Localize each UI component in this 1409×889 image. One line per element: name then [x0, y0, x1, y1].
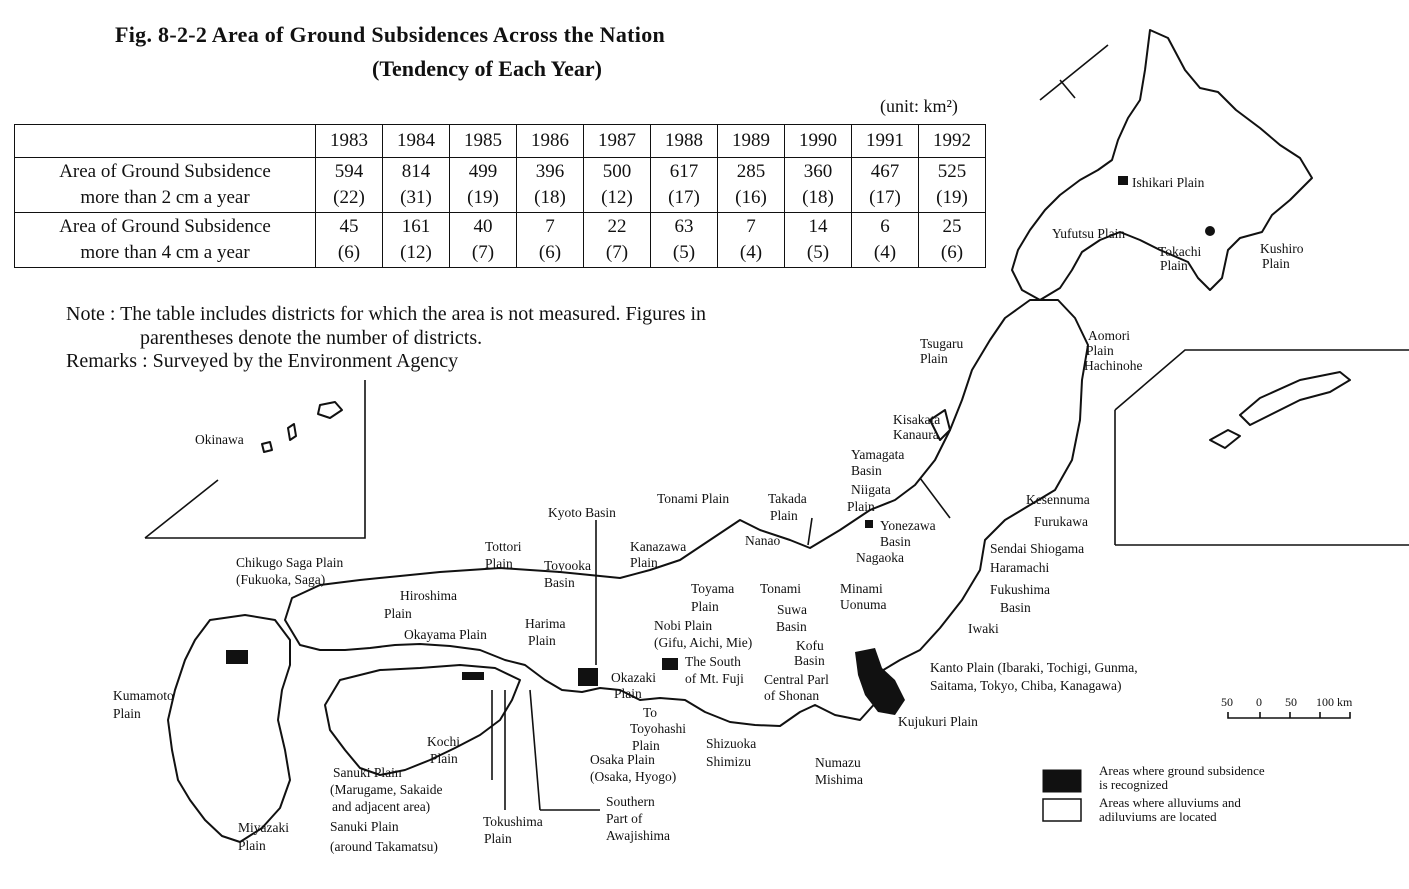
cell-value: 499 — [468, 161, 498, 182]
label-osaka: (Osaka, Hyogo) — [590, 769, 677, 784]
label-kofu: Basin — [794, 653, 825, 668]
year-header: 1984 — [383, 125, 450, 158]
label-tokachi: Tokachi — [1158, 244, 1202, 259]
subsidence-area-niigata — [865, 520, 873, 528]
cell-districts: (19) — [936, 187, 968, 208]
cell-value: 22 — [607, 216, 627, 237]
cell-districts: (7) — [605, 242, 629, 263]
label-osaka: Osaka Plain — [590, 752, 655, 767]
label-takada: Takada — [768, 491, 807, 506]
label-numazu: Mishima — [815, 772, 864, 787]
cell-value: 45 — [339, 216, 359, 237]
label-suwa: Basin — [776, 619, 807, 634]
label-yonezawa: Yonezawa — [880, 518, 936, 533]
label-awajishima: Southern — [606, 794, 655, 809]
cell-districts: (16) — [735, 187, 767, 208]
legend-label-subsidence: is recognized — [1099, 777, 1168, 792]
label-kochi: Plain — [430, 751, 458, 766]
subsidence-area-ishikari — [1118, 176, 1128, 185]
cell-districts: (5) — [672, 242, 696, 263]
cell-value: 63 — [674, 216, 694, 237]
label-nobi: Nobi Plain — [654, 618, 713, 633]
label-kofu: Kofu — [796, 638, 824, 653]
label-toyooka: Basin — [544, 575, 575, 590]
cell-value: 25 — [942, 216, 962, 237]
label-south-fuji: The South — [685, 654, 741, 669]
cell-value: 525 — [937, 161, 967, 182]
legend-label-subsidence: Areas where ground subsidence — [1099, 763, 1265, 778]
cell-districts: (5) — [806, 242, 830, 263]
label-nanao: Nanao — [745, 533, 781, 548]
label-yamagata: Basin — [851, 463, 882, 478]
label-iwaki: Iwaki — [968, 621, 999, 636]
label-ishikari: Ishikari Plain — [1132, 175, 1205, 190]
okinawa-island — [318, 402, 342, 418]
cell-value: 7 — [545, 216, 555, 237]
label-nobi: (Gifu, Aichi, Mie) — [654, 635, 753, 650]
cell-value: 467 — [870, 161, 900, 182]
label-miyazaki: Plain — [238, 838, 266, 853]
label-kumamoto: Kumamoto — [113, 688, 174, 703]
label-tottori: Plain — [485, 556, 513, 571]
north-arrow — [1060, 80, 1075, 98]
year-header: 1987 — [584, 125, 651, 158]
cell-value: 500 — [602, 161, 632, 182]
okinawa-inset-frame — [145, 480, 218, 538]
cell-districts: (18) — [534, 187, 566, 208]
label-kanazawa: Kanazawa — [630, 539, 687, 554]
subsidence-area-nobi — [662, 658, 678, 670]
label-aomori: Aomori — [1088, 328, 1130, 343]
label-sanuki: Sanuki Plain — [330, 819, 399, 834]
cell-districts: (19) — [467, 187, 499, 208]
cell-value: 14 — [808, 216, 828, 237]
cell-districts: (17) — [668, 187, 700, 208]
row-label-line: more than 4 cm a year — [80, 242, 250, 263]
inset-island — [1210, 430, 1240, 448]
subsidence-area-osaka — [578, 668, 598, 686]
row-label-line: more than 2 cm a year — [80, 187, 250, 208]
year-header: 1985 — [450, 125, 517, 158]
year-header: 1986 — [517, 125, 584, 158]
okinawa-island — [288, 424, 296, 440]
scale-label: 50 — [1285, 695, 1297, 709]
cell-districts: (22) — [333, 187, 365, 208]
label-kushiro: Kushiro — [1260, 241, 1304, 256]
year-header: 1990 — [785, 125, 852, 158]
north-arrow — [1040, 45, 1108, 100]
label-sanuki: Sanuki Plain — [333, 765, 402, 780]
label-toyohashi: Toyohashi — [630, 721, 687, 736]
label-toyohashi: Plain — [632, 738, 660, 753]
label-tokushima: Plain — [484, 831, 512, 846]
label-kesennuma: Kesennuma — [1026, 492, 1090, 507]
label-takada: Plain — [770, 508, 798, 523]
scale-bar — [1228, 712, 1350, 718]
label-kyoto: Kyoto Basin — [548, 505, 616, 520]
cell-value: 396 — [535, 161, 565, 182]
shikoku-outline — [325, 665, 520, 775]
label-hachinohe: Hachinohe — [1084, 358, 1143, 373]
label-fukushima: Basin — [1000, 600, 1031, 615]
cell-value: 617 — [669, 161, 699, 182]
label-shonan: Central Parl — [764, 672, 829, 687]
label-awajishima: Awajishima — [606, 828, 670, 843]
row-label-line: Area of Ground Subsidence — [59, 216, 271, 237]
leader-line — [530, 690, 540, 810]
figure-title: Fig. 8-2-2 Area of Ground Subsidences Across the Nation — [115, 22, 666, 47]
label-shonan: of Shonan — [764, 688, 820, 703]
scale-label: 50 — [1221, 695, 1233, 709]
label-kisakata: Kisakata — [893, 412, 941, 427]
year-header: 1991 — [852, 125, 919, 158]
label-kumamoto: Plain — [113, 706, 141, 721]
scale-label: 100 km — [1316, 695, 1353, 709]
cell-districts: (4) — [739, 242, 763, 263]
label-tonami-plain: Tonami Plain — [657, 491, 730, 506]
remarks: Remarks : Surveyed by the Environment Agency — [66, 350, 459, 372]
unit-label: (unit: km²) — [880, 96, 958, 116]
year-header: 1983 — [316, 125, 383, 158]
label-shizuoka: Shizuoka — [706, 736, 757, 751]
label-tottori: Tottori — [485, 539, 522, 554]
cell-value: 594 — [334, 161, 364, 182]
row-label-line: Area of Ground Subsidence — [59, 161, 271, 182]
label-sanuki: and adjacent area) — [332, 799, 431, 814]
year-header: 1988 — [651, 125, 718, 158]
label-harima: Plain — [528, 633, 556, 648]
label-kujukuri: Kujukuri Plain — [898, 714, 978, 729]
label-sanuki: (Marugame, Sakaide — [330, 782, 443, 797]
label-kanaura: Kanaura — [893, 427, 939, 442]
legend-label-alluvium: Areas where alluviums and — [1099, 795, 1241, 810]
label-niigata: Plain — [847, 499, 875, 514]
label-kushiro: Plain — [1262, 256, 1290, 271]
cell-value: 6 — [880, 216, 890, 237]
label-kanto: Kanto Plain (Ibaraki, Tochigi, Gunma, — [930, 660, 1138, 675]
legend-swatch-subsidence — [1043, 770, 1081, 792]
label-tsugaru: Plain — [920, 351, 948, 366]
label-tonami: Tonami — [760, 581, 802, 596]
label-harima: Harima — [525, 616, 566, 631]
label-okazaki: Okazaki — [611, 670, 656, 685]
note-line: parentheses denote the number of districts. — [140, 327, 483, 349]
cell-districts: (18) — [802, 187, 834, 208]
label-hiroshima: Hiroshima — [400, 588, 457, 603]
cell-districts: (6) — [337, 242, 361, 263]
label-tokushima: Tokushima — [483, 814, 543, 829]
label-hiroshima: Plain — [384, 606, 412, 621]
cell-districts: (4) — [873, 242, 897, 263]
label-chikugo: Chikugo Saga Plain — [236, 555, 344, 570]
cell-districts: (6) — [538, 242, 562, 263]
year-header: 1992 — [919, 125, 986, 158]
label-kochi: Kochi — [427, 734, 460, 749]
legend-swatch-alluvium — [1043, 799, 1081, 821]
label-okinawa: Okinawa — [195, 432, 244, 447]
label-suwa: Suwa — [777, 602, 807, 617]
label-yufutsu: Yufutsu Plain — [1052, 226, 1126, 241]
label-south-fuji: of Mt. Fuji — [685, 671, 744, 686]
subsidence-area-sanuki — [462, 672, 484, 680]
label-awajishima: Part of — [606, 811, 643, 826]
label-niigata: Niigata — [851, 482, 891, 497]
label-fukushima: Fukushima — [990, 582, 1051, 597]
label-chikugo: (Fukuoka, Saga) — [236, 572, 326, 587]
cell-districts: (31) — [400, 187, 432, 208]
leader-line — [808, 518, 812, 545]
label-okayama: Okayama Plain — [404, 627, 487, 642]
label-sanuki: (around Takamatsu) — [330, 839, 438, 854]
cell-value: 161 — [401, 216, 431, 237]
okinawa-island — [262, 442, 272, 452]
label-kanazawa: Plain — [630, 555, 658, 570]
note-line: Note : The table includes districts for which the area is not measured. Figures in — [66, 303, 707, 325]
label-toyohashi: To — [643, 705, 658, 720]
label-toyooka: Toyooka — [544, 558, 592, 573]
cell-districts: (7) — [471, 242, 495, 263]
label-shizuoka: Shimizu — [706, 754, 752, 769]
label-aomori: Plain — [1086, 343, 1114, 358]
figure-subtitle: (Tendency of Each Year) — [372, 56, 602, 81]
label-furukawa: Furukawa — [1034, 514, 1088, 529]
year-header: 1989 — [718, 125, 785, 158]
label-sendai: Sendai Shiogama — [990, 541, 1085, 556]
label-tsugaru: Tsugaru — [920, 336, 964, 351]
label-nagaoka: Nagaoka — [856, 550, 904, 565]
label-kanto: Saitama, Tokyo, Chiba, Kanagawa) — [930, 678, 1122, 693]
cell-districts: (12) — [400, 242, 432, 263]
cell-districts: (17) — [869, 187, 901, 208]
label-minami-uonuma: Minami — [840, 581, 883, 596]
scale-label: 0 — [1256, 695, 1262, 709]
inset-island — [1240, 372, 1350, 425]
cell-districts: (6) — [940, 242, 964, 263]
label-haramachi: Haramachi — [990, 560, 1050, 575]
label-minami-uonuma: Uonuma — [840, 597, 887, 612]
cell-districts: (12) — [601, 187, 633, 208]
cell-value: 814 — [401, 161, 431, 182]
legend-label-alluvium: adiluviums are located — [1099, 809, 1217, 824]
subsidence-area-saga — [226, 650, 248, 664]
label-tokachi: Plain — [1160, 258, 1188, 273]
label-toyama: Plain — [691, 599, 719, 614]
cell-value: 360 — [803, 161, 833, 182]
cell-value: 285 — [736, 161, 766, 182]
subsidence-area-tokachi — [1205, 226, 1215, 236]
label-miyazaki: Miyazaki — [238, 820, 289, 835]
cell-value: 40 — [473, 216, 493, 237]
kyushu-outline — [168, 615, 290, 842]
label-numazu: Numazu — [815, 755, 861, 770]
label-toyama: Toyama — [691, 581, 735, 596]
label-okazaki: Plain — [614, 686, 642, 701]
label-yamagata: Yamagata — [851, 447, 905, 462]
label-yonezawa: Basin — [880, 534, 911, 549]
cell-value: 7 — [746, 216, 756, 237]
